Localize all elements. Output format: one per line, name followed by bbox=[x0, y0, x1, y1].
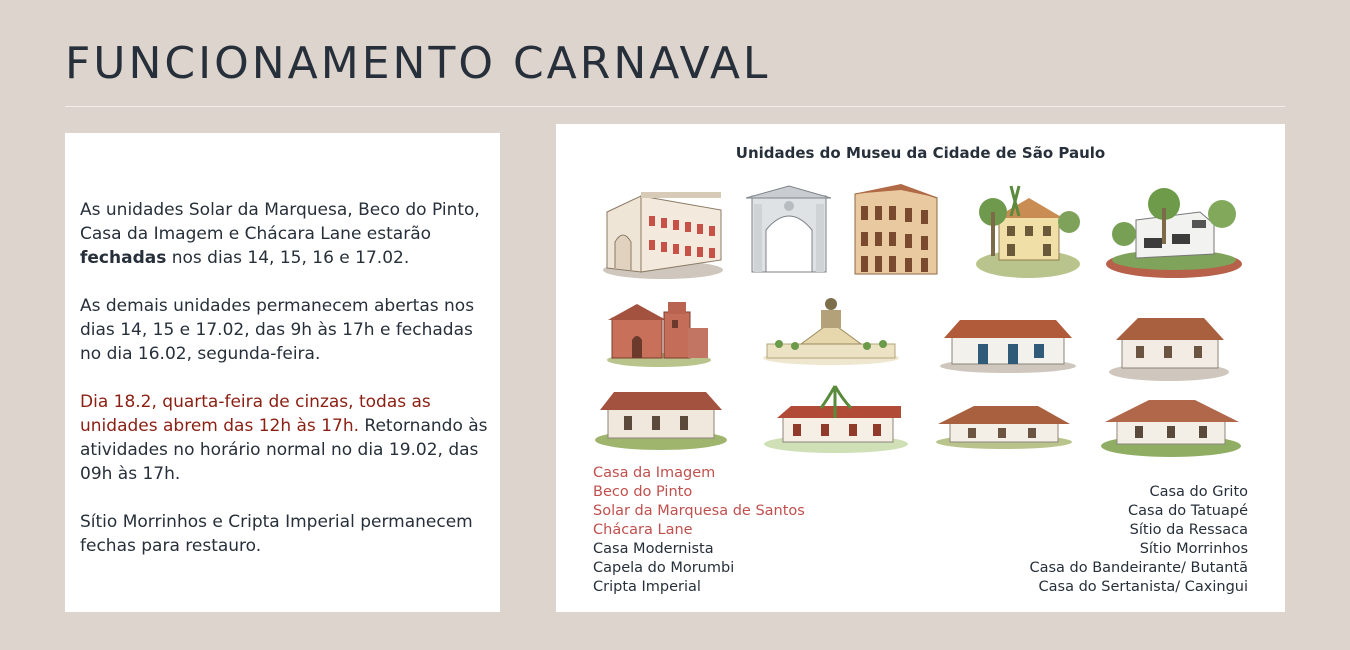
notice-card bbox=[65, 133, 500, 612]
casa-do-grito-illustration bbox=[938, 314, 1078, 374]
title-divider bbox=[65, 106, 1285, 107]
capela-do-morumbi-illustration bbox=[604, 294, 714, 369]
notice-paragraph-open: As demais unidades permanecem abertas nos dias 14, 15 e 17.02, das 9h às 17h e fechadas no dia 16.02, segunda-feira. bbox=[80, 296, 475, 364]
unit-casa-do-bandeirante: Casa do Bandeirante/ Butantã bbox=[1029, 560, 1248, 576]
units-card bbox=[556, 124, 1285, 612]
casa-modernista-illustration bbox=[1104, 184, 1244, 279]
unit-casa-do-sertanista: Casa do Sertanista/ Caxingui bbox=[1038, 579, 1248, 595]
unit-chacara-lane: Chácara Lane bbox=[593, 522, 693, 538]
unit-casa-modernista: Casa Modernista bbox=[593, 541, 714, 557]
unit-sitio-da-ressaca: Sítio da Ressaca bbox=[1129, 522, 1248, 538]
unit-casa-do-tatuape: Casa do Tatuapé bbox=[1128, 503, 1248, 519]
unit-capela-do-morumbi: Capela do Morumbi bbox=[593, 560, 735, 576]
unit-casa-do-grito: Casa do Grito bbox=[1149, 484, 1248, 500]
beco-do-pinto-illustration bbox=[746, 184, 831, 274]
casa-do-sertanista-illustration bbox=[1099, 396, 1244, 458]
unit-cripta-imperial: Cripta Imperial bbox=[593, 579, 701, 595]
units-list-left bbox=[593, 464, 805, 597]
unit-solar-da-marquesa: Solar da Marquesa de Santos bbox=[593, 503, 805, 519]
notice-p1-start: As unidades Solar da Marquesa, Beco do Pinto, Casa da Imagem e Chácara Lane estarão bbox=[80, 200, 480, 244]
notice-text bbox=[80, 198, 490, 582]
sitio-morrinhos-illustration bbox=[761, 382, 911, 454]
units-title: Unidades do Museu da Cidade de São Paulo bbox=[735, 144, 1106, 162]
casa-da-imagem-illustration bbox=[853, 182, 938, 277]
casa-do-bandeirante-illustration bbox=[934, 402, 1074, 450]
notice-p1-end: nos dias 14, 15, 16 e 17.02. bbox=[166, 248, 410, 268]
units-list-right bbox=[1029, 483, 1248, 597]
notice-p1-bold: fechadas bbox=[80, 248, 167, 268]
solar-da-marquesa-illustration bbox=[601, 184, 726, 279]
notice-paragraph-ash-wednesday bbox=[80, 390, 490, 486]
notice-paragraph-restoration: Sítio Morrinhos e Cripta Imperial permanecem fechas para restauro. bbox=[80, 512, 473, 556]
unit-sitio-morrinhos: Sítio Morrinhos bbox=[1139, 541, 1248, 557]
sitio-da-ressaca-illustration bbox=[594, 386, 729, 451]
cripta-imperial-illustration bbox=[761, 294, 901, 369]
unit-beco-do-pinto: Beco do Pinto bbox=[593, 484, 693, 500]
casa-do-tatuape-illustration bbox=[1108, 312, 1230, 382]
unit-casa-da-imagem: Casa da Imagem bbox=[593, 465, 716, 481]
chacara-lane-illustration bbox=[971, 182, 1086, 280]
notice-highlight: Dia 18.2, quarta-feira de cinzas, todas as unidades abrem das 12h às 17h. bbox=[80, 392, 431, 436]
notice-p3-rest: Retornando às atividades no horário normal no dia 19.02, das 09h às 17h. bbox=[80, 416, 488, 484]
page-title: FUNCIONAMENTO CARNAVAL bbox=[65, 38, 771, 89]
notice-paragraph-closed bbox=[80, 198, 490, 270]
